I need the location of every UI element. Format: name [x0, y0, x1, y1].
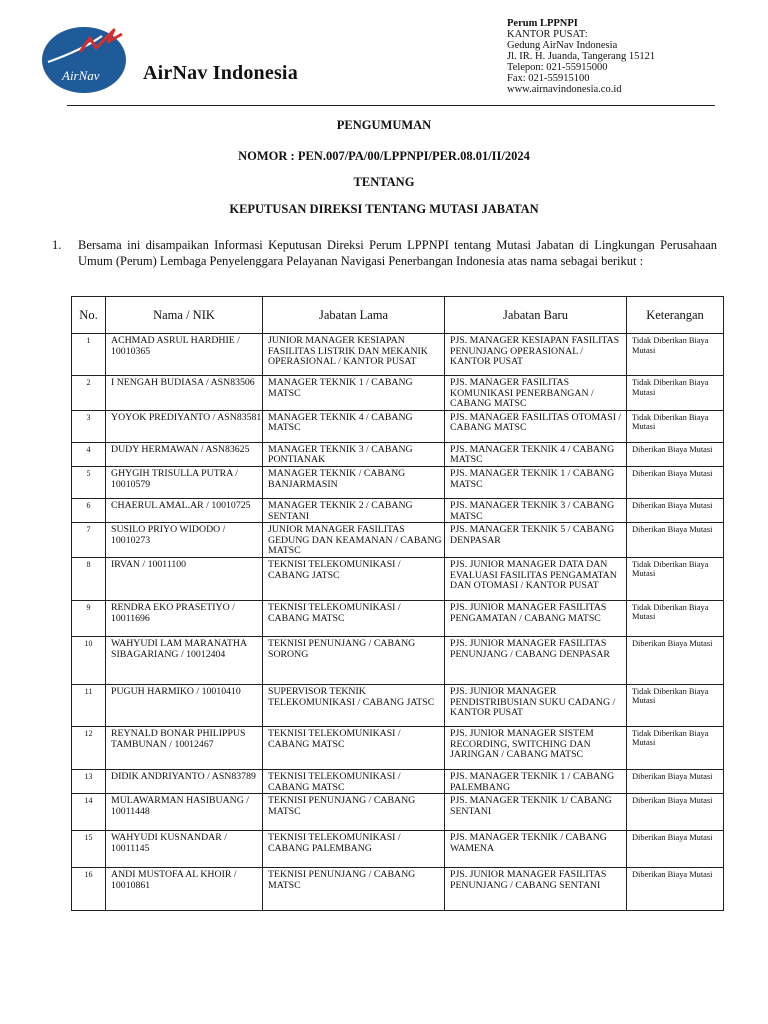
address-line: Gedung AirNav Indonesia: [507, 40, 618, 51]
cell-keterangan: Diberikan Biaya Mutasi: [627, 769, 724, 793]
cell-jabatan-baru: PJS. JUNIOR MANAGER SISTEM RECORDING, SWITCHING DAN JARINGAN / CABANG MATSC: [445, 726, 627, 769]
cell-no: 12: [72, 726, 106, 769]
transfer-table: [71, 296, 724, 911]
cell-jabatan-lama: MANAGER TEKNIK 3 / CABANG PONTIANAK: [263, 442, 445, 466]
cell-keterangan: Diberikan Biaya Mutasi: [627, 831, 724, 868]
cell-nama: DIDIK ANDRIYANTO / ASN83789: [106, 769, 263, 793]
cell-jabatan-baru: PJS. MANAGER KESIAPAN FASILITAS PENUNJANG OPERASIONAL / KANTOR PUSAT: [445, 334, 627, 376]
cell-nama: MULAWARMAN HASIBUANG / 10011448: [106, 794, 263, 831]
cell-nama: RENDRA EKO PRASETIYO / 10011696: [106, 600, 263, 636]
cell-no: 16: [72, 868, 106, 911]
address-line: Fax: 021-55915100: [507, 73, 590, 84]
cell-nama: CHAERUL AMAL.AR / 10010725: [106, 498, 263, 522]
header-jabatan-baru: Jabatan Baru: [445, 297, 627, 334]
cell-no: 1: [72, 334, 106, 376]
address-line: www.airnavindonesia.co.id: [507, 84, 622, 95]
table-row: [72, 726, 724, 769]
cell-jabatan-baru: PJS. JUNIOR MANAGER DATA DAN EVALUASI FASILITAS PENGAMATAN DAN OTOMASI / KANTOR PUSAT: [445, 557, 627, 600]
cell-jabatan-lama: TEKNISI TELEKOMUNIKASI / CABANG MATSC: [263, 726, 445, 769]
cell-nama: ANDI MUSTOFA AL KHOIR / 10010861: [106, 868, 263, 911]
table-row: [72, 523, 724, 558]
cell-no: 9: [72, 600, 106, 636]
cell-jabatan-lama: SUPERVISOR TEKNIK TELEKOMUNIKASI / CABANG JATSC: [263, 684, 445, 726]
cell-no: 3: [72, 410, 106, 442]
cell-no: 13: [72, 769, 106, 793]
cell-jabatan-baru: PJS. MANAGER TEKNIK 1 / CABANG MATSC: [445, 466, 627, 498]
intro-number: 1.: [52, 238, 62, 252]
table-row: [72, 794, 724, 831]
cell-keterangan: Diberikan Biaya Mutasi: [627, 442, 724, 466]
cell-jabatan-lama: TEKNISI PENUNJANG / CABANG MATSC: [263, 868, 445, 911]
intro-paragraph: [52, 238, 717, 269]
header-nama-nik: Nama / NIK: [106, 297, 263, 334]
cell-jabatan-lama: TEKNISI TELEKOMUNIKASI / CABANG MATSC: [263, 600, 445, 636]
cell-jabatan-baru: PJS. JUNIOR MANAGER PENDISTRIBUSIAN SUKU CADANG / KANTOR PUSAT: [445, 684, 627, 726]
brand-name: AirNav Indonesia: [143, 62, 298, 84]
table-row: [72, 636, 724, 684]
cell-keterangan: Tidak Diberikan Biaya Mutasi: [627, 334, 724, 376]
cell-jabatan-lama: TEKNISI TELEKOMUNIKASI / CABANG JATSC: [263, 557, 445, 600]
cell-keterangan: Diberikan Biaya Mutasi: [627, 523, 724, 558]
cell-keterangan: Tidak Diberikan Biaya Mutasi: [627, 684, 724, 726]
cell-no: 11: [72, 684, 106, 726]
cell-jabatan-lama: MANAGER TEKNIK 1 / CABANG MATSC: [263, 376, 445, 411]
cell-nama: DUDY HERMAWAN / ASN83625: [106, 442, 263, 466]
cell-keterangan: Tidak Diberikan Biaya Mutasi: [627, 410, 724, 442]
announcement-number: NOMOR : PEN.007/PA/00/LPPNPI/PER.08.01/II/2024: [238, 149, 530, 163]
table-row: [72, 769, 724, 793]
cell-jabatan-baru: PJS. MANAGER TEKNIK / CABANG WAMENA: [445, 831, 627, 868]
table-row: [72, 831, 724, 868]
cell-no: 10: [72, 636, 106, 684]
table-row: [72, 600, 724, 636]
cell-no: 6: [72, 498, 106, 522]
address-line: KANTOR PUSAT:: [507, 29, 588, 40]
table-row: [72, 466, 724, 498]
cell-jabatan-lama: JUNIOR MANAGER KESIAPAN FASILITAS LISTRIK DAN MEKANIK OPERASIONAL / KANTOR PUSAT: [263, 334, 445, 376]
cell-no: 7: [72, 523, 106, 558]
announcement-subject: KEPUTUSAN DIREKSI TENTANG MUTASI JABATAN: [229, 202, 539, 216]
cell-keterangan: Tidak Diberikan Biaya Mutasi: [627, 557, 724, 600]
address-line: Telepon: 021-55915000: [507, 62, 608, 73]
cell-keterangan: Tidak Diberikan Biaya Mutasi: [627, 376, 724, 411]
table-row: [72, 376, 724, 411]
office-address: [507, 18, 655, 95]
cell-jabatan-lama: TEKNISI TELEKOMUNIKASI / CABANG MATSC: [263, 769, 445, 793]
cell-jabatan-baru: PJS. MANAGER TEKNIK 1/ CABANG SENTANI: [445, 794, 627, 831]
cell-jabatan-lama: MANAGER TEKNIK 2 / CABANG SENTANI: [263, 498, 445, 522]
cell-jabatan-baru: PJS. MANAGER FASILITAS OTOMASI / CABANG MATSC: [445, 410, 627, 442]
announcement-about: TENTANG: [353, 175, 415, 189]
table-row: [72, 442, 724, 466]
cell-jabatan-baru: PJS. MANAGER TEKNIK 5 / CABANG DENPASAR: [445, 523, 627, 558]
cell-jabatan-lama: JUNIOR MANAGER FASILITAS GEDUNG DAN KEAMANAN / CABANG MATSC: [263, 523, 445, 558]
cell-nama: REYNALD BONAR PHILIPPUS TAMBUNAN / 10012467: [106, 726, 263, 769]
header-jabatan-lama: Jabatan Lama: [263, 297, 445, 334]
cell-no: 5: [72, 466, 106, 498]
cell-keterangan: Diberikan Biaya Mutasi: [627, 498, 724, 522]
cell-keterangan: Diberikan Biaya Mutasi: [627, 868, 724, 911]
cell-nama: SUSILO PRIYO WIDODO / 10010273: [106, 523, 263, 558]
cell-jabatan-lama: TEKNISI PENUNJANG / CABANG MATSC: [263, 794, 445, 831]
table-row: [72, 684, 724, 726]
table-row: [72, 410, 724, 442]
cell-jabatan-baru: PJS. MANAGER FASILITAS KOMUNIKASI PENERBANGAN / CABANG MATSC: [445, 376, 627, 411]
cell-jabatan-lama: TEKNISI PENUNJANG / CABANG SORONG: [263, 636, 445, 684]
cell-jabatan-lama: TEKNISI TELEKOMUNIKASI / CABANG PALEMBANG: [263, 831, 445, 868]
cell-jabatan-lama: MANAGER TEKNIK 4 / CABANG MATSC: [263, 410, 445, 442]
cell-nama: WAHYUDI KUSNANDAR / 10011145: [106, 831, 263, 868]
cell-jabatan-baru: PJS. MANAGER TEKNIK 3 / CABANG MATSC: [445, 498, 627, 522]
cell-nama: IRVAN / 10011100: [106, 557, 263, 600]
table-row: [72, 334, 724, 376]
header-divider: [67, 105, 715, 106]
cell-jabatan-lama: MANAGER TEKNIK / CABANG BANJARMASIN: [263, 466, 445, 498]
cell-no: 8: [72, 557, 106, 600]
cell-keterangan: Tidak Diberikan Biaya Mutasi: [627, 600, 724, 636]
cell-keterangan: Diberikan Biaya Mutasi: [627, 466, 724, 498]
cell-keterangan: Diberikan Biaya Mutasi: [627, 794, 724, 831]
logo-text: AirNav: [62, 68, 100, 83]
cell-nama: ACHMAD ASRUL HARDHIE / 10010365: [106, 334, 263, 376]
announcement-heading: PENGUMUMAN: [336, 118, 432, 132]
header-no: No.: [72, 297, 106, 334]
cell-nama: I NENGAH BUDIASA / ASN83506: [106, 376, 263, 411]
cell-nama: YOYOK PREDIYANTO / ASN83581: [106, 410, 263, 442]
header-keterangan: Keterangan: [627, 297, 724, 334]
cell-keterangan: Diberikan Biaya Mutasi: [627, 636, 724, 684]
cell-jabatan-baru: PJS. JUNIOR MANAGER FASILITAS PENUNJANG / CABANG DENPASAR: [445, 636, 627, 684]
cell-no: 14: [72, 794, 106, 831]
table-header-row: [72, 297, 724, 334]
cell-no: 15: [72, 831, 106, 868]
cell-jabatan-baru: PJS. JUNIOR MANAGER FASILITAS PENGAMATAN / CABANG MATSC: [445, 600, 627, 636]
address-line: Jl. IR. H. Juanda, Tangerang 15121: [507, 51, 656, 62]
cell-nama: PUGUH HARMIKO / 10010410: [106, 684, 263, 726]
cell-jabatan-baru: PJS. JUNIOR MANAGER FASILITAS PENUNJANG / CABANG SENTANI: [445, 868, 627, 911]
cell-jabatan-baru: PJS. MANAGER TEKNIK 4 / CABANG MATSC: [445, 442, 627, 466]
cell-keterangan: Tidak Diberikan Biaya Mutasi: [627, 726, 724, 769]
table-row: [72, 498, 724, 522]
airnav-logo: [42, 22, 130, 94]
cell-no: 2: [72, 376, 106, 411]
address-line: Perum LPPNPI: [507, 18, 578, 29]
intro-text: Bersama ini disampaikan Informasi Keputusan Direksi Perum LPPNPI tentang Mutasi Jabatan di Lingkungan Perusahaan Umum (Perum) Lembaga Penyelenggara Pelayanan Navigasi Penerbangan Indonesia atas nama sebagai berikut :: [78, 238, 717, 268]
cell-nama: GHYGIH TRISULLA PUTRA / 10010579: [106, 466, 263, 498]
table-row: [72, 868, 724, 911]
cell-jabatan-baru: PJS. MANAGER TEKNIK 1 / CABANG PALEMBANG: [445, 769, 627, 793]
cell-nama: WAHYUDI LAM MARANATHA SIBAGARIANG / 10012404: [106, 636, 263, 684]
cell-no: 4: [72, 442, 106, 466]
table-row: [72, 557, 724, 600]
